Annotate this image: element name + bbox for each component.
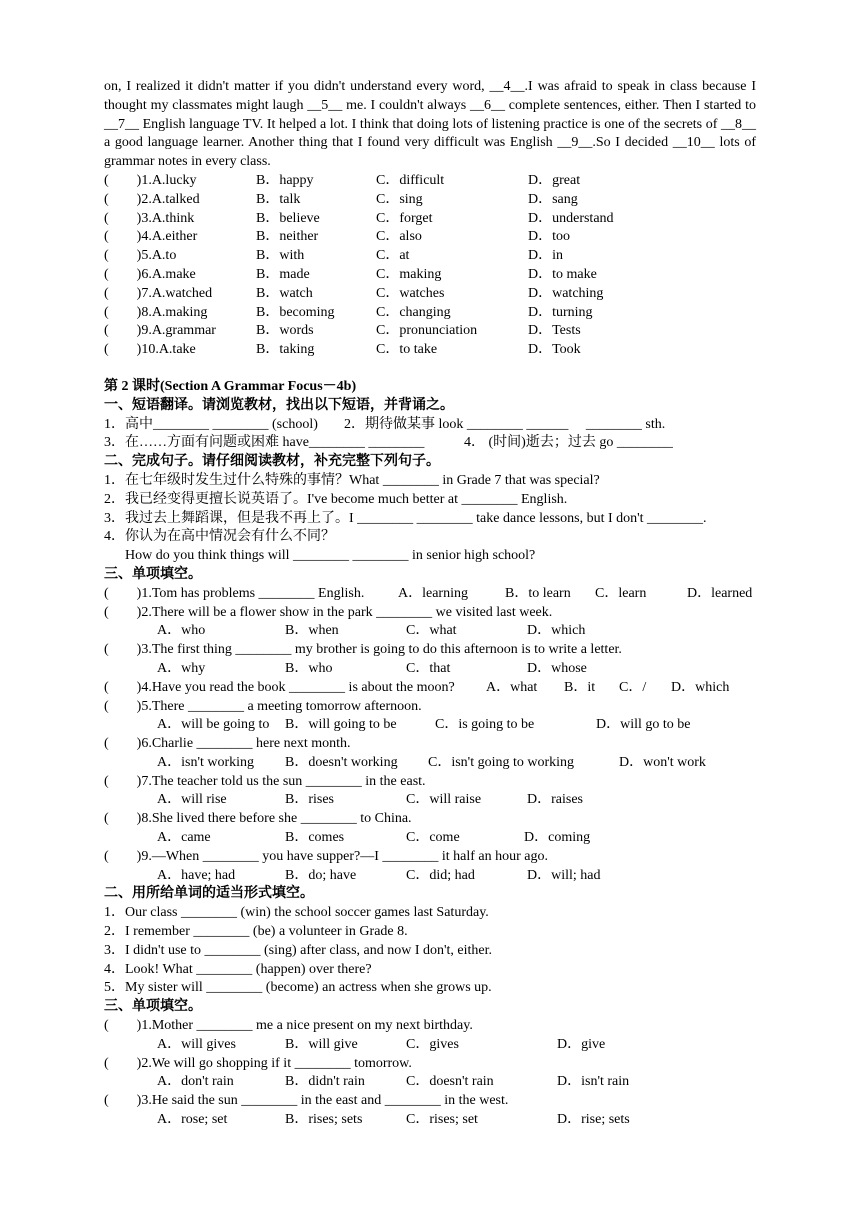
option-a: A．who	[157, 623, 206, 639]
option-b: B．comes	[285, 830, 345, 846]
option-d: D．whose	[527, 660, 587, 676]
option-row	[104, 1036, 756, 1055]
section-heading: 二、完成句子。请仔细阅读教材，补充完整下列句子。	[104, 454, 440, 470]
option-b: B．didn't rain	[285, 1074, 365, 1090]
option-c: C．isn't going to working	[428, 754, 575, 770]
option-a: ( )1.A.lucky	[104, 172, 197, 188]
option-d: D．in	[528, 248, 563, 264]
option-d: D．will go to be	[596, 717, 691, 733]
option-b: B．who	[285, 660, 333, 676]
sentence-item: 3．我过去上舞蹈课，但是我不再上了。I ________ ________ take dance lessons, but I don't ________.	[104, 510, 707, 526]
option-d: D．isn't rain	[557, 1074, 630, 1090]
option-row	[104, 191, 756, 210]
option-b: B．neither	[256, 229, 319, 245]
option-b: B．rises	[285, 792, 334, 808]
phrase-item: 4． (时间)逝去；过去 go ________	[464, 435, 673, 451]
option-a: ( )7.A.watched	[104, 285, 213, 301]
option-a: ( )8.A.making	[104, 304, 208, 320]
sentence-item: How do you think things will ________ ________ in senior high school?	[104, 548, 536, 564]
option-c: C．sing	[376, 191, 423, 207]
option-c: C．rises; set	[406, 1112, 478, 1128]
phrase-item: 1．高中________ ________ (school)	[104, 416, 318, 432]
option-row	[104, 172, 756, 191]
option-c: C．forget	[376, 210, 433, 226]
option-a: ( )3.A.think	[104, 210, 195, 226]
option-d: D．will; had	[527, 867, 601, 883]
question-stem: ( )1.Tom has problems ________ English.	[104, 585, 365, 601]
option-row	[104, 791, 756, 810]
option-c: C．to take	[376, 342, 438, 358]
question-stem: ( )6.Charlie ________ here next month.	[104, 736, 351, 752]
option-row	[104, 754, 756, 773]
option-d: D．too	[528, 229, 570, 245]
question-stem: ( )3.He said the sun ________ in the east and ________ in the west.	[104, 1093, 509, 1109]
option-b: B．will going to be	[285, 717, 397, 733]
option-b: B．believe	[256, 210, 320, 226]
sentence-item: 2．我已经变得更擅长说英语了。I've become much better at ________ English.	[104, 491, 568, 507]
option-d: D．won't work	[619, 754, 706, 770]
option-a: ( )6.A.make	[104, 266, 196, 282]
option-d: D．sang	[528, 191, 578, 207]
option-b: B．rises; sets	[285, 1112, 363, 1128]
option-a: ( )2.A.talked	[104, 191, 200, 207]
phrase-row	[104, 434, 756, 453]
option-d: D．give	[557, 1036, 606, 1052]
option-c: C．learn	[595, 585, 647, 601]
option-a: A．will gives	[157, 1036, 236, 1052]
option-row	[104, 322, 756, 341]
option-b: B．watch	[256, 285, 313, 301]
option-d: D．rise; sets	[557, 1112, 630, 1128]
section-heading: 一、短语翻译。请浏览教材，找出以下短语，并背诵之。	[104, 397, 454, 413]
option-d: D．coming	[524, 830, 591, 846]
option-d: D．Tests	[528, 323, 581, 339]
option-c: C．doesn't rain	[406, 1074, 494, 1090]
option-d: D．turning	[528, 304, 593, 320]
option-a: ( )5.A.to	[104, 248, 177, 264]
question-stem: ( )1.Mother ________ me a nice present on my next birthday.	[104, 1018, 473, 1034]
option-a: A．why	[157, 660, 206, 676]
fill-item: 3．I didn't use to ________ (sing) after class, and now I don't, either.	[104, 942, 493, 958]
option-c: C．gives	[406, 1036, 459, 1052]
option-row	[104, 1073, 756, 1092]
option-b: B．taking	[256, 342, 315, 358]
option-row	[104, 341, 756, 360]
cloze-passage: on, I realized it didn't matter if you didn't understand every word, __4__.I was afraid to speak in class because I thought my classmates might laugh __5__ me. I couldn't always __6__ complete sentences, either. Then I started to __7__ English language TV. It helped a lot. I think that doing lots of listening practice is one of the secrets of __8__ a good language learner. Another thing that I found very difficult was English __9__.So I decided __10__ lots of grammar notes in every class.	[104, 79, 756, 170]
option-a: A．isn't working	[157, 754, 255, 770]
option-c: C．come	[406, 830, 460, 846]
option-a: A．will rise	[157, 792, 227, 808]
option-b: B．when	[285, 623, 339, 639]
option-b: B．words	[256, 323, 314, 339]
option-c: C．also	[376, 229, 422, 245]
option-c: C．making	[376, 266, 442, 282]
option-d: D．raises	[527, 792, 583, 808]
fill-item: 4．Look! What ________ (happen) over there?	[104, 961, 372, 977]
question-row	[104, 585, 756, 604]
question-stem: ( )9.—When ________ you have supper?—I ________ it half an hour ago.	[104, 848, 549, 864]
question-stem: ( )8.She lived there before she ________ to China.	[104, 811, 412, 827]
option-b: B．it	[564, 679, 596, 695]
option-d: D．great	[528, 172, 581, 188]
option-row	[104, 228, 756, 247]
option-row	[104, 660, 756, 679]
option-row	[104, 247, 756, 266]
option-c: C．/	[619, 679, 647, 695]
phrase-row	[104, 416, 756, 435]
document-content	[104, 78, 756, 1130]
option-c: C．at	[376, 248, 410, 264]
option-d: D．understand	[528, 210, 614, 226]
option-row	[104, 266, 756, 285]
option-c: C．that	[406, 660, 451, 676]
option-b: B．do; have	[285, 867, 357, 883]
option-d: D．which	[527, 623, 586, 639]
option-c: C．will raise	[406, 792, 482, 808]
sentence-item: 4．你认为在高中情况会有什么不同？	[104, 529, 335, 545]
question-stem: ( )2.We will go shopping if it ________ tomorrow.	[104, 1055, 412, 1071]
cloze-options	[104, 172, 756, 360]
option-b: B．will give	[285, 1036, 358, 1052]
option-c: C．what	[406, 623, 457, 639]
option-c: C．pronunciation	[376, 323, 478, 339]
option-a: A．have; had	[157, 867, 236, 883]
option-c: C．difficult	[376, 172, 445, 188]
section-heading: 三、单项填空。	[104, 566, 202, 582]
option-b: B．doesn't working	[285, 754, 398, 770]
option-b: B．happy	[256, 172, 314, 188]
question-row	[104, 679, 756, 698]
option-row	[104, 622, 756, 641]
option-a: A．came	[157, 830, 211, 846]
option-row	[104, 304, 756, 323]
option-row	[104, 716, 756, 735]
option-a: ( )9.A.grammar	[104, 323, 216, 339]
phrase-item: 3．在……方面有问题或困难 have________ ________	[104, 435, 425, 451]
section-heading: 三、单项填空。	[104, 999, 202, 1015]
option-c: C．changing	[376, 304, 451, 320]
sentence-item: 1．在七年级时发生过什么特殊的事情？What ________ in Grade 7 that was special?	[104, 472, 600, 488]
option-d: D．which	[671, 679, 730, 695]
option-b: B．talk	[256, 191, 301, 207]
option-b: B．made	[256, 266, 310, 282]
option-row	[104, 285, 756, 304]
option-a: ( )10.A.take	[104, 342, 196, 358]
option-a: A．will be going to	[157, 717, 270, 733]
option-row	[104, 867, 756, 886]
option-d: D．learned	[687, 585, 753, 601]
option-d: D．watching	[528, 285, 604, 301]
question-stem: ( )3.The first thing ________ my brother is going to do this afternoon is to write a letter.	[104, 642, 622, 658]
option-d: D．to make	[528, 266, 597, 282]
option-a: A．what	[486, 679, 538, 695]
question-stem: ( )4.Have you read the book ________ is about the moon?	[104, 679, 455, 695]
option-c: C．is going to be	[435, 717, 535, 733]
lesson-title: 第 2 课时(Section A Grammar Focus－4b)	[104, 378, 357, 394]
fill-item: 2．I remember ________ (be) a volunteer in Grade 8.	[104, 924, 408, 940]
section-heading: 二、用所给单词的适当形式填空。	[104, 886, 314, 902]
option-b: B．becoming	[256, 304, 335, 320]
question-stem: ( )7.The teacher told us the sun ________ in the east.	[104, 773, 426, 789]
option-a: A．don't rain	[157, 1074, 234, 1090]
option-b: B．with	[256, 248, 305, 264]
option-row	[104, 829, 756, 848]
option-row	[104, 1111, 756, 1130]
option-c: C．did; had	[406, 867, 475, 883]
option-d: D．Took	[528, 342, 581, 358]
option-c: C．watches	[376, 285, 445, 301]
question-stem: ( )5.There ________ a meeting tomorrow afternoon.	[104, 698, 422, 714]
option-a: A．learning	[398, 585, 468, 601]
question-stem: ( )2.There will be a flower show in the park ________ we visited last week.	[104, 604, 553, 620]
option-row	[104, 210, 756, 229]
fill-item: 1．Our class ________ (win) the school soccer games last Saturday.	[104, 905, 489, 921]
phrase-item: 2．期待做某事 look ________ ______ ________ sth.	[344, 416, 666, 432]
option-b: B．to learn	[505, 585, 571, 601]
fill-item: 5．My sister will ________ (become) an actress when she grows up.	[104, 980, 492, 996]
option-a: A．rose; set	[157, 1112, 228, 1128]
option-a: ( )4.A.either	[104, 229, 198, 245]
